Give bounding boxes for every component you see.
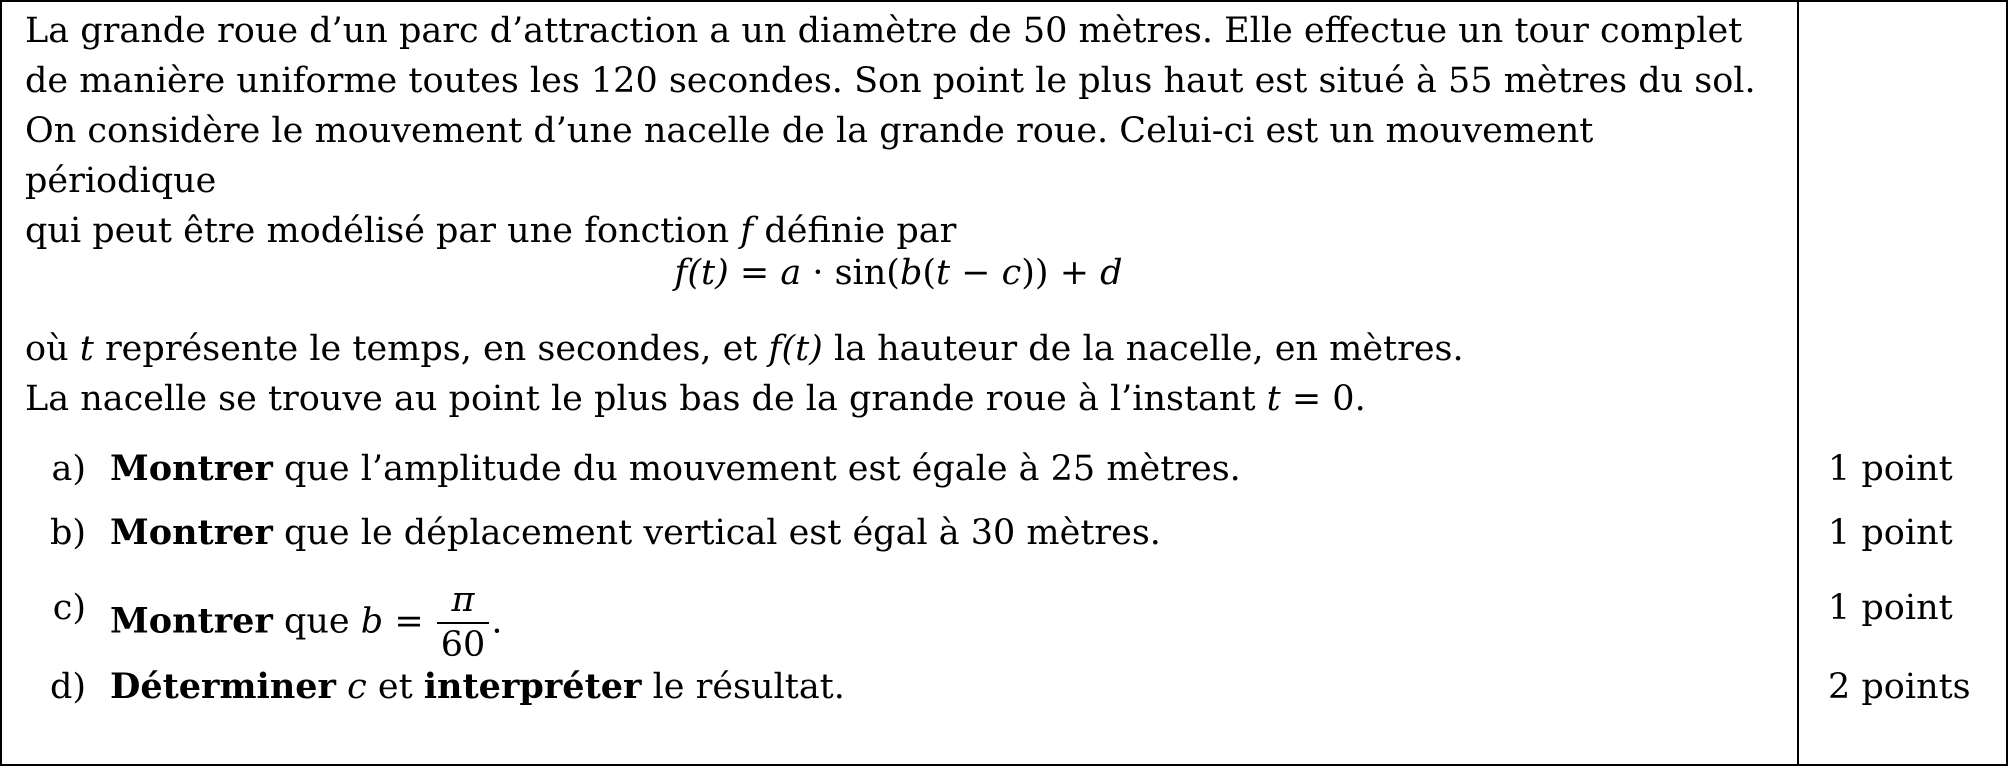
question-a-points: 1 point (1828, 449, 1953, 489)
formula-plus: + (1048, 253, 1101, 293)
statement-line-2: de manière uniforme toutes les 120 secondes. Son point le plus haut est situé à 55 mètres du sol. (25, 61, 1756, 101)
statement-line-1: La grande roue d’un parc d’attraction a un diamètre de 50 mètres. Elle effectue un tour complet (25, 11, 1743, 51)
definition-text: = 0. (1280, 379, 1366, 419)
definition-line-1 (25, 324, 1790, 374)
question-label: b) (49, 513, 86, 553)
question-d-points: 2 points (1828, 667, 1971, 707)
question-text (110, 662, 845, 712)
question-b-points: 1 point (1828, 513, 1953, 553)
statement-text: définie par (753, 211, 957, 251)
question-verb: Déterminer (110, 666, 336, 707)
question-label: a) (51, 449, 86, 489)
var-t: t (1266, 379, 1281, 419)
formula-d: d (1100, 253, 1123, 293)
question-text (110, 508, 1161, 558)
formula-lhs: f(t) (674, 253, 729, 293)
points-column-divider (1797, 0, 1799, 766)
question-text (110, 444, 1241, 494)
definition-text: la hauteur de la nacelle, en mètres. (822, 329, 1464, 369)
question-c-points: 1 point (1828, 588, 1953, 628)
question-label: d) (49, 667, 86, 707)
formula-c: c (1001, 253, 1022, 293)
question-verb-2: interpréter (423, 666, 642, 707)
question-body: que l’amplitude du mouvement est égale à 25 mètres. (272, 449, 1241, 489)
variable-definitions (25, 324, 1790, 424)
formula-sin: sin( (834, 253, 900, 293)
definition-text: où (25, 329, 80, 369)
model-formula (0, 248, 1797, 298)
question-space (336, 667, 347, 707)
formula-minus: − (950, 253, 1002, 293)
formula-close: )) (1021, 253, 1049, 293)
question-body: et (366, 667, 424, 707)
problem-statement (25, 6, 1790, 256)
question-end: . (491, 601, 503, 642)
question-verb: Montrer (110, 512, 273, 553)
var-c: c (347, 667, 367, 707)
formula-eq: = (728, 253, 781, 293)
definition-text: La nacelle se trouve au point le plus bas de la grande roue à l’instant (25, 379, 1267, 419)
question-eq: = (383, 601, 435, 642)
question-text (110, 580, 503, 665)
formula-a: a (780, 253, 802, 293)
var-ft: f(t) (768, 329, 823, 369)
question-label: c) (52, 588, 86, 628)
question-body: que le déplacement vertical est égal à 30 mètres. (272, 513, 1161, 553)
fraction-denominator: 60 (440, 625, 486, 665)
question-verb: Montrer (110, 448, 273, 489)
question-body: que (272, 601, 361, 642)
question-body: le résultat. (641, 667, 845, 707)
formula-paren: ( (922, 253, 937, 293)
fraction (437, 580, 490, 665)
formula-t: t (936, 253, 951, 293)
fraction-numerator: π (437, 583, 490, 624)
definition-text: représente le temps, en secondes, et (93, 329, 769, 369)
definition-line-2 (25, 374, 1790, 424)
formula-dot: · (801, 253, 835, 293)
statement-line-3: On considère le mouvement d’une nacelle de la grande roue. Celui-ci est un mouvement périodique (25, 111, 1594, 201)
function-name: f (740, 211, 754, 251)
var-b: b (360, 601, 384, 642)
question-verb: Montrer (110, 600, 273, 642)
statement-text: qui peut être modélisé par une fonction (25, 211, 741, 251)
var-t: t (79, 329, 94, 369)
formula-b: b (899, 253, 923, 293)
